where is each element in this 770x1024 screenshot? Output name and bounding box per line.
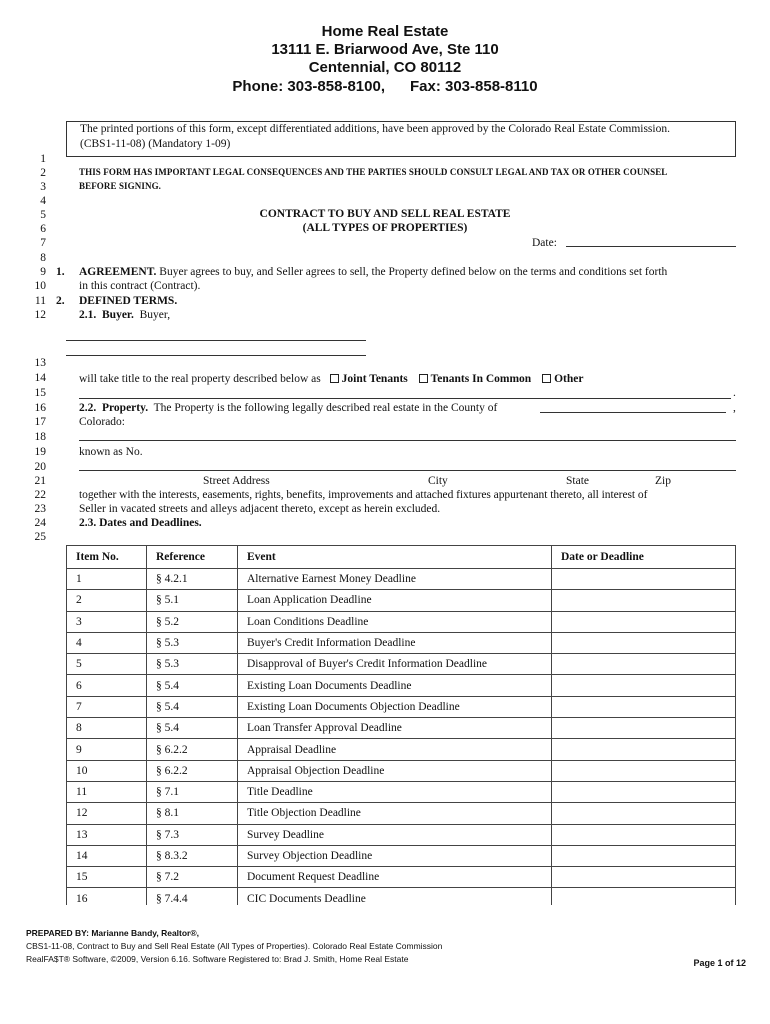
deadlines-table [66,545,736,905]
line-number: 4 [40,195,46,207]
line-number: 5 [40,209,46,221]
section-2-heading: DEFINED TERMS. [79,295,178,307]
event-cell: Title Objection Deadline [238,803,552,824]
table-row [67,654,736,675]
street-address-label: Street Address [203,475,270,487]
item-no-cell: 9 [67,739,147,760]
line-number: 3 [40,181,46,193]
table-row [67,760,736,781]
line-number: 24 [34,517,46,529]
other-description-field[interactable] [79,398,731,399]
table-header-row [67,546,736,569]
event-cell: Appraisal Objection Deadline [238,760,552,781]
section-2-number: 2. [56,295,65,307]
line-number: 12 [34,309,46,321]
commission-notice [80,122,740,152]
line-number: 6 [40,223,46,235]
date-deadline-cell[interactable] [552,867,736,888]
line-number: 8 [40,252,46,264]
item-no-cell: 2 [67,590,147,611]
date-deadline-cell[interactable] [552,888,736,905]
state-label: State [566,475,589,487]
header-item-no: Item No. [67,546,147,569]
prepared-by: PREPARED BY: Marianne Bandy, Realtor®, [26,928,199,938]
header-reference: Reference [147,546,238,569]
line-number: 10 [34,280,46,292]
tenants-in-common-checkbox[interactable] [419,374,428,383]
table-row [67,739,736,760]
date-deadline-cell[interactable] [552,611,736,632]
reference-cell: § 7.2 [147,867,238,888]
reference-cell: § 5.2 [147,611,238,632]
date-deadline-cell[interactable] [552,696,736,717]
event-cell: Appraisal Deadline [238,739,552,760]
item-no-cell: 12 [67,803,147,824]
line-number: 22 [34,489,46,501]
item-no-cell: 13 [67,824,147,845]
date-deadline-cell[interactable] [552,569,736,590]
company-city: Centennial, CO 80112 [308,59,462,76]
line-number: 9 [40,266,46,278]
table-row [67,590,736,611]
reference-cell: § 5.3 [147,654,238,675]
together-line-1: together with the interests, easements, rights, benefits, improvements and attached fixtures appurtenant thereto, all interest of [79,489,648,501]
table-row [67,696,736,717]
line-number: 11 [34,295,46,307]
item-no-cell: 5 [67,654,147,675]
section-1-heading: AGREEMENT. [79,266,157,278]
line-number: 20 [34,461,46,473]
date-deadline-cell[interactable] [552,845,736,866]
line-number: 2 [40,167,46,179]
table-row [67,569,736,590]
line-number: 15 [34,387,46,399]
buyer-label: Buyer, [133,309,171,321]
event-cell: Existing Loan Documents Deadline [238,675,552,696]
period: . [733,387,736,399]
line-number: 14 [34,372,46,384]
county-field[interactable] [540,412,726,413]
item-no-cell: 15 [67,867,147,888]
date-deadline-cell[interactable] [552,718,736,739]
table-row [67,718,736,739]
item-no-cell: 10 [67,760,147,781]
event-cell: Disapproval of Buyer's Credit Information Deadline [238,654,552,675]
deadlines-table-body [67,569,736,906]
company-name: Home Real Estate [321,23,449,40]
joint-tenants-label: Joint Tenants [341,373,408,385]
table-row [67,824,736,845]
contract-subtitle: (ALL TYPES OF PROPERTIES) [302,222,468,234]
line-number: 17 [34,416,46,428]
reference-cell: § 7.1 [147,781,238,802]
table-row [67,675,736,696]
property-text: The Property is the following legally described real estate in the County of [148,402,498,414]
together-line-2: Seller in vacated streets and alleys adjacent thereto, except as herein excluded. [79,503,441,515]
reference-cell: § 8.1 [147,803,238,824]
date-deadline-cell[interactable] [552,675,736,696]
line-number: 23 [34,503,46,515]
item-no-cell: 6 [67,675,147,696]
table-row [67,867,736,888]
tenants-in-common-label: Tenants In Common [430,373,532,385]
line-number: 19 [34,446,46,458]
company-phone-fax: Phone: 303-858-8100, Fax: 303-858-8110 [232,78,538,95]
other-label: Other [554,373,584,385]
reference-cell: § 5.4 [147,718,238,739]
reference-cell: § 5.4 [147,696,238,717]
date-field[interactable] [566,246,736,247]
reference-cell: § 6.2.2 [147,739,238,760]
event-cell: Loan Conditions Deadline [238,611,552,632]
buyer-line [79,308,170,323]
item-no-cell: 16 [67,888,147,905]
other-checkbox[interactable] [542,374,551,383]
legal-description-field[interactable] [79,440,736,441]
title-text: will take title to the real property described below as [79,373,321,385]
zip-label: Zip [655,475,671,487]
date-deadline-cell[interactable] [552,654,736,675]
event-cell: Survey Objection Deadline [238,845,552,866]
reference-cell: § 4.2.1 [147,569,238,590]
table-row [67,611,736,632]
date-deadline-cell[interactable] [552,781,736,802]
deadlines-table-wrapper [60,545,750,905]
page-number: Page 1 of 12 [693,958,746,968]
table-row [67,888,736,905]
comma: , [733,402,736,414]
buyer-heading: 2.1. Buyer. [79,309,134,321]
company-address: 13111 E. Briarwood Ave, Ste 110 [271,41,499,58]
reference-cell: § 7.4.4 [147,888,238,905]
event-cell: Loan Transfer Approval Deadline [238,718,552,739]
notice-line-2: (CBS1-11-08) (Mandatory 1-09) [80,138,231,150]
item-no-cell: 14 [67,845,147,866]
dates-deadlines-heading: 2.3. Dates and Deadlines. [79,517,202,529]
table-row [67,632,736,653]
software-line: RealFA$T® Software, ©2009, Version 6.16. Software Registered to: Brad J. Smith, Home Real Estate [26,954,409,964]
line-number: 18 [34,431,46,443]
buyer-name-field-2[interactable] [66,355,366,356]
event-cell: Buyer's Credit Information Deadline [238,632,552,653]
legal-warning-line-1: THIS FORM HAS IMPORTANT LEGAL CONSEQUENCES AND THE PARTIES SHOULD CONSULT LEGAL AND TAX OR OTHER COUNSEL [79,167,668,177]
event-cell: Title Deadline [238,781,552,802]
event-cell: Loan Application Deadline [238,590,552,611]
section-1-text [79,265,667,280]
reference-cell: § 5.3 [147,632,238,653]
item-no-cell: 4 [67,632,147,653]
date-deadline-cell[interactable] [552,739,736,760]
form-citation: CBS1-11-08, Contract to Buy and Sell Real Estate (All Types of Properties). Colorado Real Estate Commission [26,941,443,951]
reference-cell: § 6.2.2 [147,760,238,781]
property-line [79,401,497,416]
date-label: Date: [532,237,557,249]
line-number: 16 [34,402,46,414]
header-event: Event [238,546,552,569]
notice-box-left-border [66,121,67,157]
title-option-line [79,372,583,387]
reference-cell: § 8.3.2 [147,845,238,866]
date-deadline-cell[interactable] [552,824,736,845]
line-number: 7 [40,237,46,249]
section-1-body-line-2: in this contract (Contract). [79,280,201,292]
event-cell: CIC Documents Deadline [238,888,552,905]
event-cell: Document Request Deadline [238,867,552,888]
section-1-number: 1. [56,266,65,278]
event-cell: Existing Loan Documents Objection Deadline [238,696,552,717]
item-no-cell: 8 [67,718,147,739]
reference-cell: § 7.3 [147,824,238,845]
item-no-cell: 11 [67,781,147,802]
table-row [67,845,736,866]
contract-title: CONTRACT TO BUY AND SELL REAL ESTATE [259,208,511,220]
item-no-cell: 3 [67,611,147,632]
line-number: 1 [40,153,46,165]
event-cell: Survey Deadline [238,824,552,845]
line-number: 13 [34,357,46,369]
event-cell: Alternative Earnest Money Deadline [238,569,552,590]
joint-tenants-checkbox[interactable] [330,374,339,383]
legal-warning-line-2: BEFORE SIGNING. [79,181,162,191]
known-as-label: known as No. [79,446,143,458]
city-label: City [428,475,448,487]
table-row [67,781,736,802]
date-deadline-cell[interactable] [552,760,736,781]
colorado-label: Colorado: [79,416,125,428]
line-number: 21 [34,475,46,487]
date-deadline-cell[interactable] [552,803,736,824]
notice-line-1: The printed portions of this form, except differentiated additions, have been approved by the Colorado Real Estate Commission. [80,123,670,135]
reference-cell: § 5.1 [147,590,238,611]
property-heading: 2.2. Property. [79,402,149,414]
date-deadline-cell[interactable] [552,632,736,653]
section-1-body: Buyer agrees to buy, and Seller agrees to sell, the Property defined below on the terms and conditions set forth [156,266,668,278]
street-address-field[interactable] [79,470,736,471]
date-deadline-cell[interactable] [552,590,736,611]
buyer-name-field-1[interactable] [66,340,366,341]
table-row [67,803,736,824]
header-date-deadline: Date or Deadline [552,546,736,569]
item-no-cell: 7 [67,696,147,717]
line-number: 25 [34,531,46,543]
reference-cell: § 5.4 [147,675,238,696]
item-no-cell: 1 [67,569,147,590]
